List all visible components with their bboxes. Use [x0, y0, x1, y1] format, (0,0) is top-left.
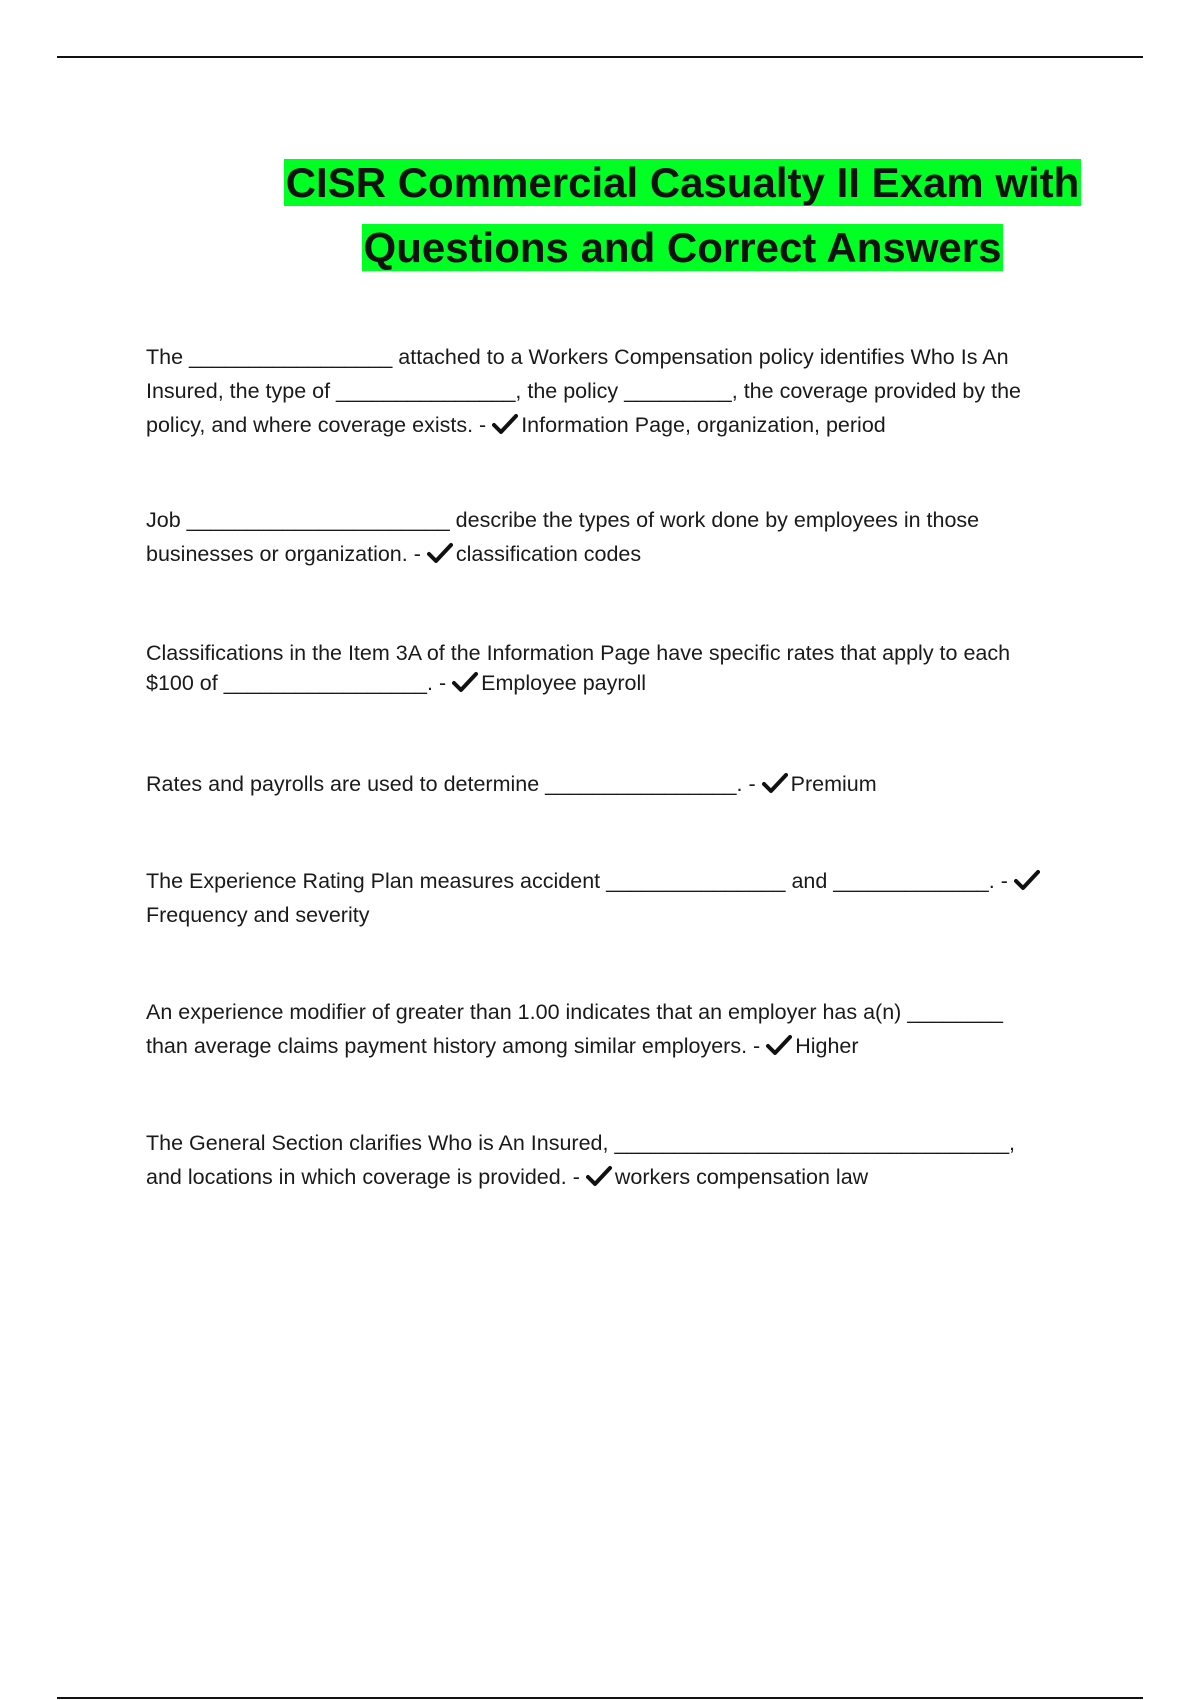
question-text: Rates and payrolls are used to determine ________________.: [146, 772, 743, 796]
question-text: The Experience Rating Plan measures accident _______________ and _____________.: [146, 869, 995, 893]
answer-text: workers compensation law: [614, 1165, 869, 1189]
check-icon: [766, 1034, 792, 1056]
header-rule: [57, 56, 1143, 58]
qa-item: [146, 340, 1046, 442]
separator: -: [748, 772, 756, 796]
check-icon: [427, 542, 453, 564]
qa-item: [146, 767, 1046, 801]
separator: -: [753, 1034, 761, 1058]
separator: -: [413, 542, 421, 566]
question-text: The General Section clarifies Who is An Insured, _________________________________, and locations in which coverage is provided.: [146, 1131, 1016, 1189]
qa-item: [146, 1126, 1046, 1194]
question-text: The _________________ attached to a Workers Compensation policy identifies Who Is An Insured, the type of _______________, the policy _________, the coverage provided by the policy, and where coverage exists.: [146, 345, 1022, 437]
answer-text: classification codes: [455, 542, 642, 566]
question-text: Job ______________________ describe the types of work done by employees in those businesses or organization.: [146, 508, 980, 566]
answer-text: Premium: [790, 772, 877, 796]
question-text: An experience modifier of greater than 1.00 indicates that an employer has a(n) ________ than average claims payment history among similar employers.: [146, 1000, 1003, 1058]
answer-text: Information Page, organization, period: [521, 413, 886, 437]
qa-item: [146, 995, 1046, 1063]
separator: -: [438, 671, 447, 695]
check-icon: [586, 1165, 612, 1187]
check-icon: [1014, 869, 1040, 891]
check-icon: [492, 413, 518, 435]
check-icon: [762, 772, 788, 794]
question-text: Classifications in the Item 3A of the Information Page have specific rates that apply to each $100 of _________________.: [146, 641, 1011, 695]
separator: -: [479, 413, 487, 437]
document-title: [140, 150, 1200, 280]
check-icon: [452, 671, 478, 693]
footer-rule: [57, 1697, 1143, 1699]
answer-text: Higher: [795, 1034, 859, 1058]
answer-text: Employee payroll: [481, 671, 647, 695]
title-line-1: CISR Commercial Casualty II Exam with: [285, 159, 1080, 206]
qa-item: [146, 638, 1046, 698]
answer-text: Frequency and severity: [146, 903, 370, 927]
separator: -: [572, 1165, 580, 1189]
title-line-2: Questions and Correct Answers: [363, 224, 1002, 271]
qa-item: [146, 864, 1046, 932]
separator: -: [1000, 869, 1008, 893]
qa-item: [146, 503, 1046, 571]
